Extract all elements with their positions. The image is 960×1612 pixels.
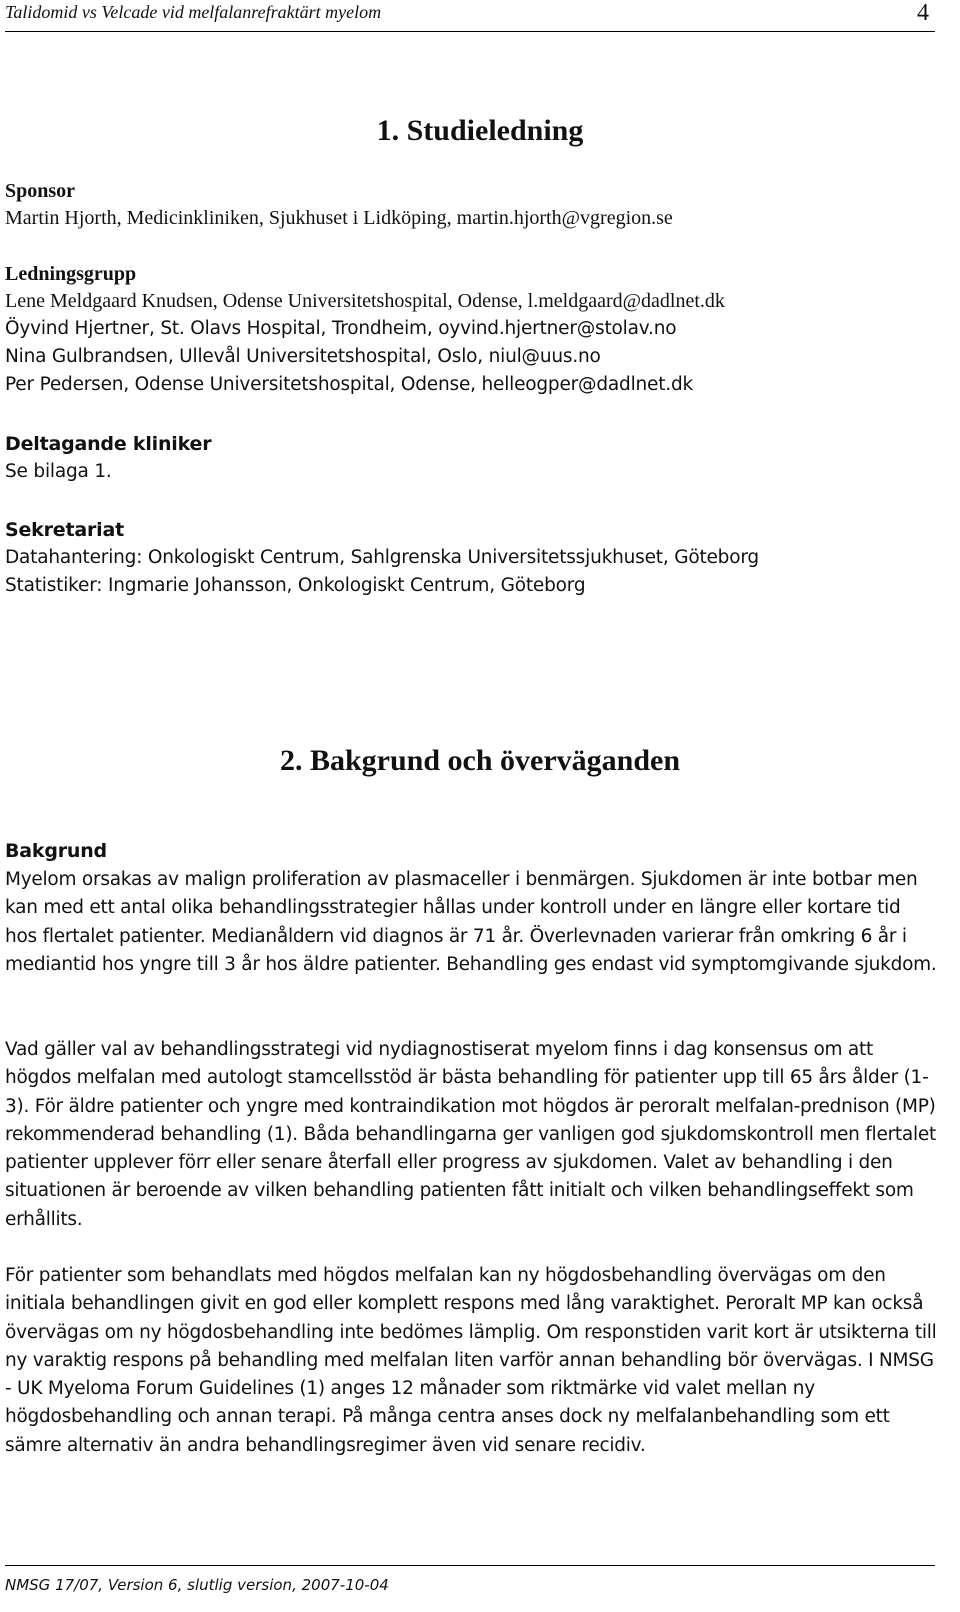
section-2-heading: 2. Bakgrund och överväganden <box>279 744 681 777</box>
footer-rule <box>5 1565 935 1566</box>
paragraph: Myelom orsakas av malign proliferation av plasmaceller i benmärgen. Sjukdomen är inte botbar men kan med ett antal olika behandlingsstrategier hållas under kontroll under en längre eller kortare tid hos flertalet patienter. Medianåldern vid diagnos är 71 år. Överlevnaden varierar från omkring 6 år i mediantid hos yngre till 3 år hos äldre patienter. Behandling ges endast vid symptomgivande sjukdom. <box>5 869 937 975</box>
sekretariat-line: Datahantering: Onkologiskt Centrum, Sahlgrenska Universitetssjukhuset, Göteborg <box>5 547 759 568</box>
sponsor-text: Martin Hjorth, Medicinkliniken, Sjukhuset i Lidköping, martin.hjorth@vgregion.se <box>5 207 673 229</box>
sekretariat-line: Statistiker: Ingmarie Johansson, Onkologiskt Centrum, Göteborg <box>5 575 586 596</box>
ledningsgrupp-label: Ledningsgrupp <box>5 263 137 285</box>
paragraph: Vad gäller val av behandlingsstrategi vid nydiagnostiserat myelom finns i dag konsensus om att högdos melfalan med autologt stamcellsstöd är bästa behandling för patienter upp till 65 års ålder (1-3). För äldre patienter och yngre med kontraindikation mot högdos är peroralt melfalan-prednison (MP) rekommenderad behandling (1). Båda behandlingarna ger vanligen god sjukdomskontroll men flertalet patienter upplever förr eller senare återfall eller progress av sjukdomen. Valet av behandling i den situationen är beroende av vilken behandling patienten fått initialt och vilken behandlingseffekt som erhållits. <box>5 1039 937 1230</box>
running-title: Talidomid vs Velcade vid melfalanrefraktärt myelom <box>5 2 382 22</box>
deltagande-label: Deltagande kliniker <box>5 433 212 455</box>
paragraph: För patienter som behandlats med högdos melfalan kan ny högdosbehandling övervägas om den initiala behandlingen givit en god eller komplett respons med lång varaktighet. Peroralt MP kan också övervägas om ny högdosbehandling inte bedömes lämplig. Om responstiden varit kort är utsikterna till ny varaktig respons på behandling med melfalan liten varför annan behandling bör övervägas. I NMSG - UK Myeloma Forum Guidelines (1) anges 12 månader som riktmärke vid valet mellan ny högdosbehandling och annan terapi. På många centra anses dock ny melfalanbehandling som ett sämre alternativ än andra behandlingsregimer även vid senare recidiv. <box>5 1265 937 1456</box>
page-footer: NMSG 17/07, Version 6, slutlig version, 2007-10-04 <box>5 1576 389 1594</box>
ledningsgrupp-member: Öyvind Hjertner, St. Olavs Hospital, Trondheim, oyvind.hjertner@stolav.no <box>5 318 677 339</box>
sekretariat-label: Sekretariat <box>5 519 124 541</box>
deltagande-text: Se bilaga 1. <box>5 461 112 482</box>
page-number: 4 <box>917 0 929 26</box>
bakgrund-subheading: Bakgrund <box>5 840 107 862</box>
sponsor-label: Sponsor <box>5 180 76 202</box>
page-header <box>5 2 955 28</box>
ledningsgrupp-member: Lene Meldgaard Knudsen, Odense Universitetshospital, Odense, l.meldgaard@dadlnet.dk <box>5 290 725 312</box>
ledningsgrupp-member: Per Pedersen, Odense Universitetshospital, Odense, helleogper@dadlnet.dk <box>5 374 694 395</box>
section-1-heading: 1. Studieledning <box>376 114 584 147</box>
header-rule <box>5 31 935 32</box>
ledningsgrupp-member: Nina Gulbrandsen, Ullevål Universitetshospital, Oslo, niul@uus.no <box>5 346 601 367</box>
